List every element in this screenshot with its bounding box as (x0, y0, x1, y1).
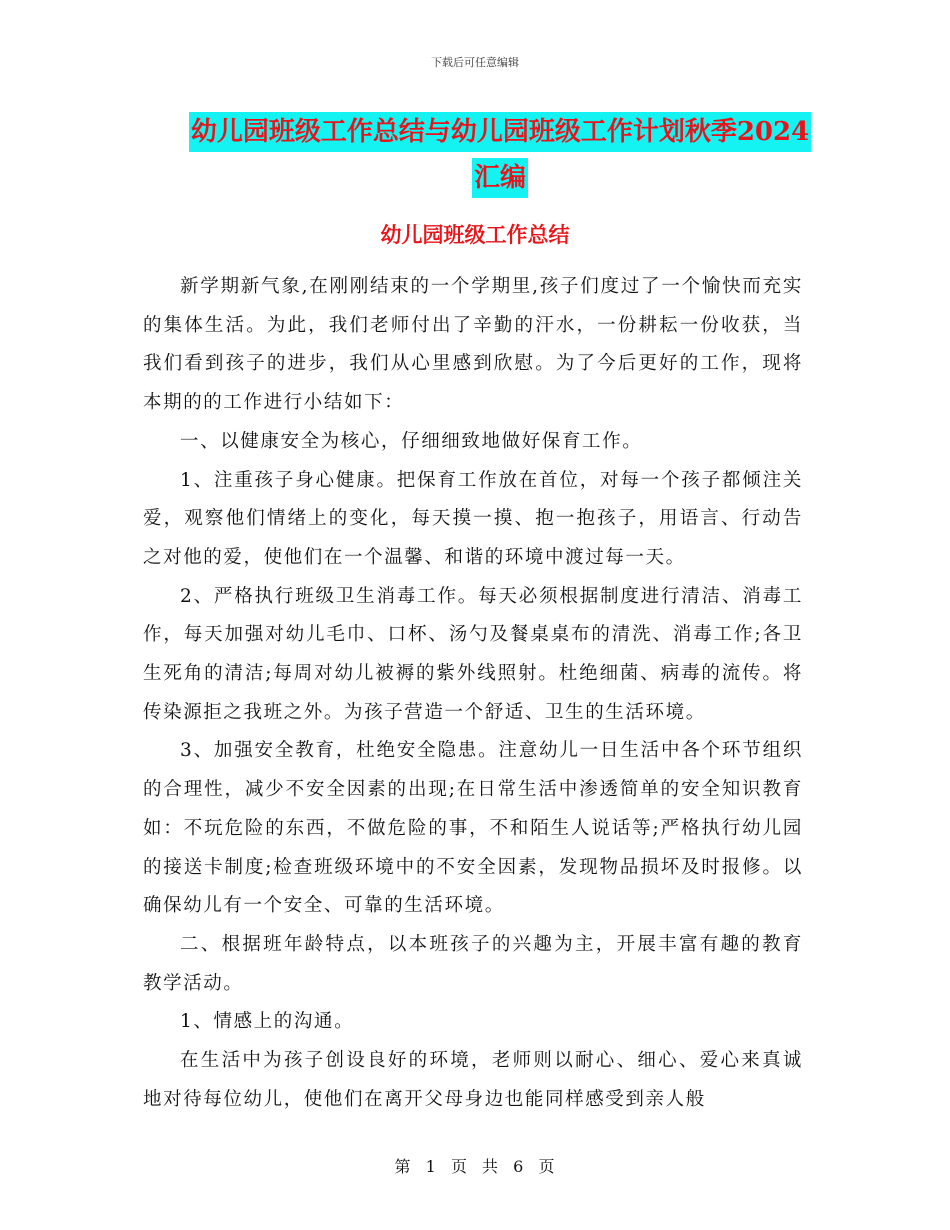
paragraph: 一、以健康安全为核心，仔细细致地做好保育工作。 (180, 430, 643, 452)
footer-label-total-unit: 页 (538, 1157, 556, 1176)
footer-label-total: 共 (482, 1157, 500, 1176)
title-line-2: 汇编 (472, 158, 528, 198)
header-note: 下载后可任意编辑 (431, 56, 519, 69)
paragraph: 新学期新气象,在刚刚结束的一个学期里,孩子们度过了一个愉快而充实的集体生活。为此，我们老师付出了辛勤的汗水，一份耕耘一份收获，当我们看到孩子的进步，我们从心里感到欣慰。为了今后更好的工作，现将本期的的工作进行小结如下： (143, 276, 803, 414)
title-line-1: 幼儿园班级工作总结与幼儿园班级工作计划秋季2024 (189, 112, 811, 152)
paragraph: 1、注重孩子身心健康。把保育工作放在首位，对每一个孩子都倾注关爱，观察他们情绪上的变化，每天摸一摸、抱一抱孩子，用语言、行动告之对他的爱，使他们在一个温馨、和谐的环境中渡过每一天。 (143, 469, 803, 568)
document-body (143, 268, 803, 1119)
footer-current-page: 1 (425, 1157, 437, 1176)
footer-label-page-unit: 页 (450, 1157, 468, 1176)
paragraph: 在生活中为孩子创设良好的环境，老师则以耐心、细心、爱心来真诚地对待每位幼儿，使他们在离开父母身边也能同样感受到亲人般 (143, 1050, 803, 1110)
footer-label-page: 第 (394, 1157, 412, 1176)
document-title (140, 112, 860, 198)
page-footer (0, 1154, 950, 1177)
section-title: 幼儿园班级工作总结 (380, 222, 570, 247)
footer-total-pages: 6 (513, 1157, 525, 1176)
paragraph: 2、严格执行班级卫生消毒工作。每天必须根据制度进行清洁、消毒工作，每天加强对幼儿毛巾、口杯、汤勺及餐桌桌布的清洗、消毒工作;各卫生死角的清洁;每周对幼儿被褥的紫外线照射。杜绝细菌、病毒的流传。将传染源拒之我班之外。为孩子营造一个舒适、卫生的生活环境。 (143, 585, 803, 723)
paragraph: 3、加强安全教育，杜绝安全隐患。注意幼儿一日生活中各个环节组织的合理性，减少不安全因素的出现;在日常生活中渗透简单的安全知识教育如：不玩危险的东西，不做危险的事，不和陌生人说话等;严格执行幼儿园的接送卡制度;检查班级环境中的不安全因素，发现物品损坏及时报修。以确保幼儿有一个安全、可靠的生活环境。 (143, 740, 803, 917)
paragraph: 1、情感上的沟通。 (180, 1011, 355, 1033)
paragraph: 二、根据班年龄特点，以本班孩子的兴趣为主，开展丰富有趣的教育教学活动。 (143, 933, 803, 994)
